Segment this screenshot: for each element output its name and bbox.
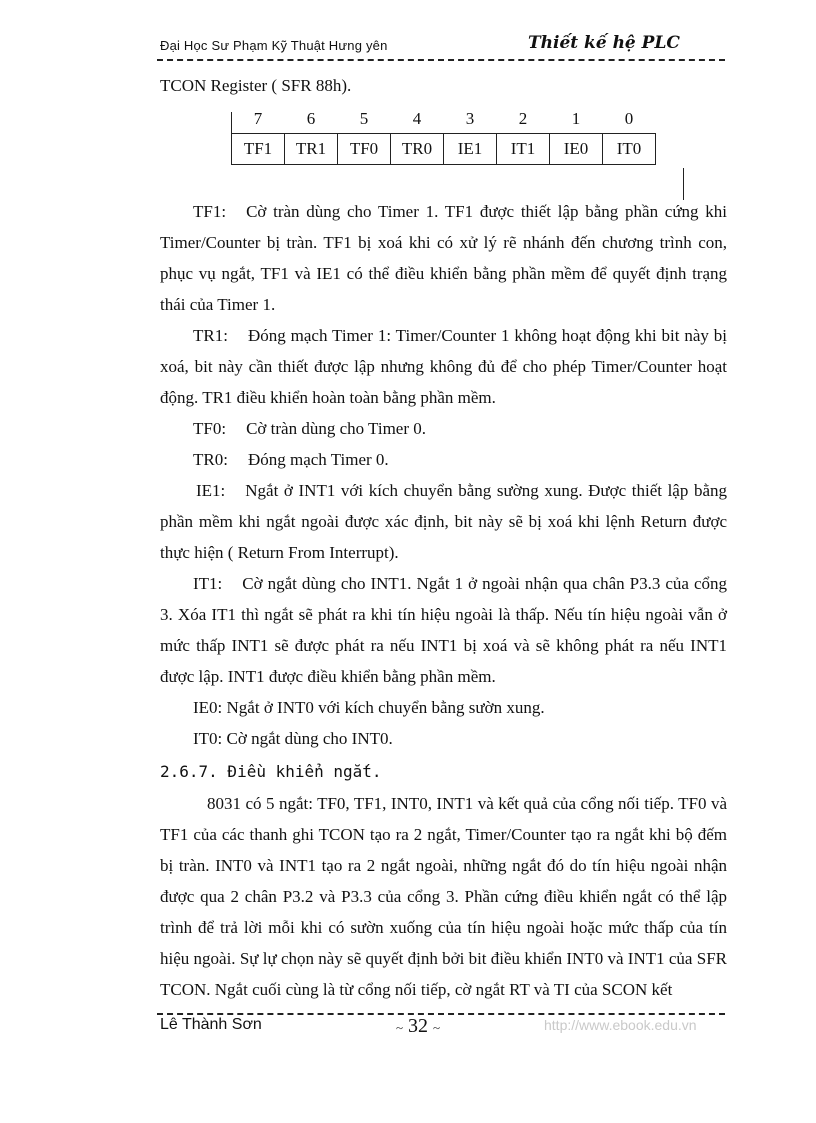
paragraph-tr1 [160,320,727,413]
header-divider [157,59,725,61]
footer-divider [157,1013,725,1015]
text-it1: Cờ ngắt dùng cho INT1. Ngắt 1 ở ngoài nhận qua chân P3.3 của cổng 3. Xóa IT1 thì ngắt sẽ phát ra khi tín hiệu ngoài là thấp. Nếu tín hiệu ngoài vẫn ở mức thấp INT1 sẽ được phát ra nếu INT1 bị xoá và sẽ không phát ra nếu INT1 được lập. INT1 được điều khiển bằng phần mềm. [160,574,727,686]
paragraph-it0: IT0: Cờ ngắt dùng cho INT0. [193,729,393,748]
ornament-right-icon: ~ [433,1020,441,1035]
bit-name-cell: TR0 [391,134,444,165]
bit-name-cell: IE1 [444,134,497,165]
paragraph-tr0 [160,444,727,475]
section-paragraph: 8031 có 5 ngắt: TF0, TF1, INT0, INT1 và kết quả của cổng nối tiếp. TF0 và TF1 của các thanh ghi TCON tạo ra 2 ngắt, Timer/Counter tạo ra ngắt khi bộ đếm bị tràn. INT0 và INT1 tạo ra 2 ngắt ngoài, những ngắt đó do tín hiệu ngoài nhận được qua 2 chân P3.2 và P3.3 của cổng 3. Phần cứng điều khiển ngắt có thể lập trình để trả lời mỗi khi có sườn xuống của tín hiệu ngoài hoặc mức thấp của tín hiệu ngoài. Sự lự chọn này sẽ quyết định bởi bit điều khiển INT0 và INT1 của SFR TCON. Ngắt cuối cùng là từ cổng nối tiếp, cờ ngắt RT và TI của SCON kết [160,794,727,999]
paragraph-it1 [160,568,727,692]
ornament-left-icon: ~ [396,1020,404,1035]
section-heading: 2.6.7. Điều khiển ngắt. [160,762,382,781]
tcon-register-table [231,104,656,165]
footer-author: Lê Thành Sơn [160,1016,262,1033]
bit-name-row [232,134,656,165]
footer-watermark-url: http://www.ebook.edu.vn [544,1017,697,1033]
bit-number: 5 [359,108,369,128]
paragraph-ie0: IE0: Ngắt ở INT0 với kích chuyển bằng sườn xung. [193,698,545,717]
body-text [160,196,727,1005]
label-ie1: IE1: [196,481,226,500]
register-title: TCON Register ( SFR 88h). [160,76,352,95]
text-ie1: Ngắt ở INT1 với kích chuyển bằng sường xung. Được thiết lập bằng phần mềm khi ngắt ngoài được xác định, bit này sẽ bị xoá khi lệnh Return được thực hiện ( Return From Interrupt). [160,481,727,562]
bit-number: 4 [412,108,422,128]
table-left-tick [231,112,232,137]
paragraph-tf1 [160,196,727,320]
text-tf0: Cờ tràn dùng cho Timer 0. [246,419,426,438]
label-tr1: TR1: [193,326,228,345]
header-right-title: Thiết kế hệ PLC [528,33,680,53]
label-it1: IT1: [193,574,223,593]
label-tf1: TF1: [193,202,227,221]
bit-number: 1 [571,108,581,128]
bit-number: 3 [465,108,475,128]
bit-name-cell: IE0 [550,134,603,165]
bit-name-cell: TF0 [338,134,391,165]
header-left-text: Đại Học Sư Phạm Kỹ Thuật Hưng yên [160,38,388,53]
bit-number: 0 [624,108,634,128]
footer-page [396,1015,440,1038]
bit-name-cell: TF1 [232,134,285,165]
text-tf1: Cờ tràn dùng cho Timer 1. TF1 được thiết lập bằng phần cứng khi Timer/Counter bị tràn. TF1 bị xoá khi có xử lý rẽ nhánh đến chương trình con, phục vụ ngắt, TF1 và IE1 có thể điều khiển bằng phần mềm để quyết định trạng thái của Timer 1. [160,202,727,314]
bit-name-cell: TR1 [285,134,338,165]
bit-number-row [232,104,656,134]
text-tr1: Đóng mạch Timer 1: Timer/Counter 1 không hoạt động khi bit này bị xoá, bit này cần thiết được lập nhưng không đủ để cho phép Timer/Counter hoạt động. TR1 điều khiển hoàn toàn bằng phần mềm. [160,326,727,407]
label-tf0: TF0: [193,419,227,438]
bit-number: 7 [253,108,263,128]
bit-number: 6 [306,108,316,128]
label-tr0: TR0: [193,450,228,469]
page-number: 32 [408,1015,429,1037]
text-tr0: Đóng mạch Timer 0. [247,450,389,469]
paragraph-tf0 [160,413,727,444]
paragraph-ie1 [160,475,727,568]
bit-number: 2 [518,108,528,128]
bit-name-cell: IT1 [497,134,550,165]
bit-name-cell: IT0 [603,134,656,165]
